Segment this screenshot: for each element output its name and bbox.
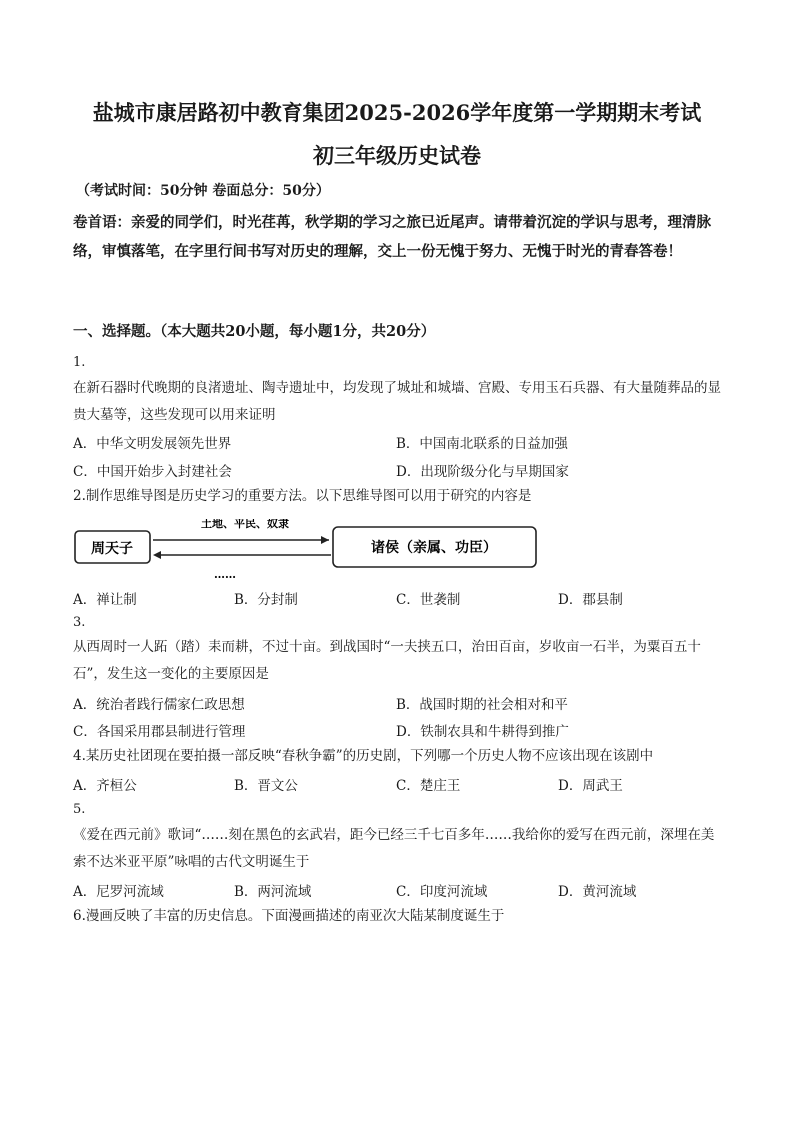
left-box-label: 周天子 [91, 541, 133, 557]
option-d[interactable]: D．出现阶级分化与早期国家 [396, 464, 569, 480]
question-stem: 2.制作思维导图是历史学习的重要方法。以下思维导图可以用于研究的内容是 [73, 488, 532, 504]
arrow-right-head [321, 536, 329, 544]
arrow-left-head [153, 551, 161, 559]
option-c[interactable]: C．各国采用郡县制进行管理 [73, 724, 246, 740]
question-number: 5. [73, 802, 86, 817]
return-label: …… [214, 568, 236, 581]
question-stem: 6.漫画反映了丰富的历史信息。下面漫画描述的南亚次大陆某制度诞生于 [73, 908, 505, 924]
option-b[interactable]: B．中国南北联系的日益加强 [396, 436, 568, 452]
option-a[interactable]: A．尼罗河流域 [73, 884, 164, 900]
question-stem: 4.某历史社团现在要拍摄一部反映“春秋争霸”的历史剧，下列哪一个历史人物不应该出现在该剧中 [73, 748, 654, 764]
question-stem: 从西周时一人跖（踏）耒而耕，不过十亩。到战国时“一夫挟五口，治田百亩，岁收亩一石半，为粟百五十石”，发生这一变化的主要原因是 [73, 639, 701, 682]
exam-info: （考试时间：50分钟 卷面总分：50分） [76, 183, 330, 199]
option-b[interactable]: B．战国时期的社会相对和平 [396, 697, 568, 713]
question-number: 3. [73, 615, 86, 630]
arrow-label: 土地、平民、奴隶 [201, 519, 289, 530]
exam-subtitle: 初三年级历史试卷 [313, 143, 481, 168]
option-a[interactable]: A．禅让制 [73, 592, 137, 608]
option-d[interactable]: D．铁制农具和牛耕得到推广 [396, 724, 569, 740]
option-d[interactable]: D．郡县制 [558, 592, 623, 608]
option-c[interactable]: C．中国开始步入封建社会 [73, 464, 232, 480]
option-b[interactable]: B．两河流域 [234, 884, 312, 900]
option-b[interactable]: B．晋文公 [234, 778, 298, 794]
preface-text: 卷首语：亲爱的同学们，时光荏苒，秋学期的学习之旅已近尾声。请带着沉淀的学识与思考，理清脉络，审慎落笔，在字里行间书写对历史的理解，交上一份无愧于努力、无愧于时光的青春答卷！ [73, 214, 711, 260]
question-stem: 《爱在西元前》歌词“……刻在黑色的玄武岩，距今已经三千七百多年……我给你的爱写在西元前，深埋在美索不达米亚平原”咏唱的古代文明诞生于 [73, 827, 715, 870]
option-c[interactable]: C．楚庄王 [396, 778, 461, 794]
right-box-label: 诸侯（亲属、功臣） [371, 540, 497, 556]
option-d[interactable]: D．周武王 [558, 778, 623, 794]
option-a[interactable]: A．齐桓公 [73, 778, 137, 794]
mind-map-svg [73, 519, 543, 581]
question-stem: 在新石器时代晚期的良渚遗址、陶寺遗址中，均发现了城址和城墙、宫殿、专用玉石兵器、有大量随葬品的显贵大墓等，这些发现可以用来证明 [73, 380, 721, 423]
option-c[interactable]: C．印度河流域 [396, 884, 488, 900]
option-a[interactable]: A．中华文明发展领先世界 [73, 436, 232, 452]
exam-title: 盐城市康居路初中教育集团2025-2026学年度第一学期期末考试 [92, 100, 702, 125]
option-a[interactable]: A．统治者践行儒家仁政思想 [73, 697, 245, 713]
option-d[interactable]: D．黄河流域 [558, 884, 637, 900]
option-b[interactable]: B．分封制 [234, 592, 298, 608]
question-number: 1. [73, 355, 86, 370]
mind-map-diagram [73, 519, 543, 581]
option-c[interactable]: C．世袭制 [396, 592, 461, 608]
section-heading: 一、选择题。（本大题共20小题，每小题1分，共20分） [73, 323, 436, 340]
